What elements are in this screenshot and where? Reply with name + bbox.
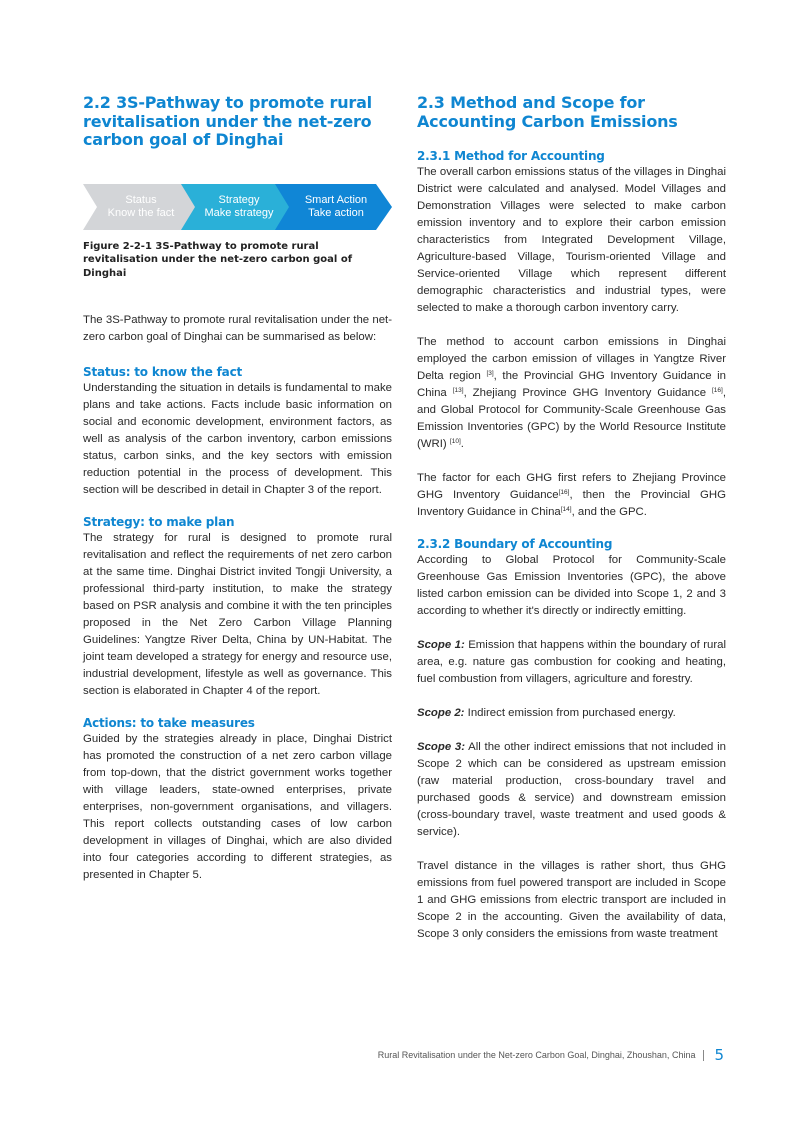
ref-16: [16] [711,387,723,394]
actions-paragraph: Guided by the strategies already in place, Dinghai District has promoted the construction of a net zero carbon village from top-down, that the district government works together with village leaders, state-owned enterprises, private enterprises, non-government organisations, and villagers. This report collects outstanding cases of low carbon development in villages of Dinghai, which are also divided into four categories according to different strategies, as presented in Chapter 5. [83,733,392,881]
page-footer [378,1046,724,1064]
method-p3-text-1: The factor for each GHG first refers to Zhejiang Province GHG Inventory Guidance [417,472,726,501]
chevron-smart-action-label [289,184,383,230]
ref-10: [10] [449,438,461,445]
page-number: 5 [714,1046,724,1064]
left-column [83,94,392,884]
chevron-strategy-line2: Make strategy [204,206,274,219]
method-p2-text-3: , Zhejiang Province GHG Inventory Guidance [463,387,707,399]
strategy-heading: Strategy: to make plan [83,515,235,529]
method-p3-text-2: , then the Provincial GHG Inventory Guidance in China [417,489,726,518]
method-p3-text-3: , and the GPC. [571,506,647,518]
ref-16b: [16] [558,489,570,496]
travel-paragraph: Travel distance in the villages is rather short, thus GHG emissions from fuel powered transport are included in Scope 1 and GHG emissions from electric transport are included in Scope 2 in the accounting. Given the availability of data, Scope 3 only considers the emissions from waste treatment [417,860,726,940]
ref-13: [13] [452,387,464,394]
section-heading-2-3: 2.3 Method and Scope for Accounting Carbon Emissions [417,93,678,131]
status-heading: Status: to know the fact [83,365,243,379]
method-p2-text-5: . [460,438,464,450]
chevron-status-label [97,184,185,230]
footer-title: Rural Revitalisation under the Net-zero Carbon Goal, Dinghai, Zhoushan, China [377,1050,696,1060]
figure-caption: Figure 2-2-1 3S-Pathway to promote rural revitalisation under the net-zero carbon goal of Dinghai [83,240,353,279]
chevron-strategy-line1: Strategy [218,194,260,206]
chevron-status-line2: Know the fact [107,206,175,219]
method-p2-text-2: , the Provincial GHG Inventory Guidance in China [417,370,726,399]
method-p2-text-1: The method to account carbon emissions in Dinghai employed the carbon emission of villages in Yangtze River Delta region [417,336,726,382]
ref-14: [14] [560,506,572,513]
chevron-strategy-label [193,184,285,230]
scope3-label: Scope 3: [417,741,466,753]
chevron-action-line2: Take action [308,206,364,219]
scope3-text: All the other indirect emissions that not included in Scope 2 which can be considered as upstream emission (raw material production, cross-boundary travel and purchased goods & service) and downstream emission (cross-boundary travel, waste treatment and used goods & service). [417,741,726,838]
method-heading: 2.3.1 Method for Accounting [417,149,605,163]
section-heading-2-2: 2.2 3S-Pathway to promote rural revitalisation under the net-zero carbon goal of Dinghai [83,93,372,149]
method-paragraph-2 [417,334,726,453]
actions-heading: Actions: to take measures [83,716,255,730]
ref-3: [3] [486,370,494,377]
intro-paragraph: The 3S-Pathway to promote rural revitalisation under the net-zero carbon goal of Dinghai can be summarised as below: [83,314,392,343]
chevron-status-line1: Status [125,194,157,206]
boundary-heading: 2.3.2 Boundary of Accounting [417,537,613,551]
scope1-text: Emission that happens within the boundary of rural area, e.g. nature gas combustion for cooking and heating, fuel combustion from villagers, agriculture and forestry. [417,639,726,685]
right-column [417,94,726,943]
method-paragraph-3 [417,470,726,521]
scope1-label: Scope 1: [417,639,465,651]
boundary-paragraph: According to Global Protocol for Community-Scale Greenhouse Gas Emission Inventories (GPC), the above listed carbon emission can be divided into Scope 1, 2 and 3 according to whether it's directly or indirectly emitting. [417,554,726,617]
chevron-action-line1: Smart Action [304,194,368,206]
pathway-chevron-diagram [83,184,392,230]
scope1-paragraph [417,637,726,688]
status-paragraph: Understanding the situation in details is fundamental to make plans and take actions. Facts include basic information on social and economic development, environment factors, as well as analysis of the carbon inventory, carbon emissions status, carbon sinks, and the key sectors with emission reduction potential in the process of development. This section will be described in detail in Chapter 3 of the report. [83,382,392,496]
scope2-paragraph [417,705,726,722]
method-p2-text-4: , and Global Protocol for Community-Scale Greenhouse Gas Emission Inventories (GPC) by the World Resource Institute (WRI) [417,387,726,450]
scope2-text: Indirect emission from purchased energy. [464,707,676,719]
method-paragraph-1: The overall carbon emissions status of the villages in Dinghai District were calculated and analysed. Model Villages and Demonstration Villages were selected to make carbon emission inventory and to explore their carbon emission characteristics from Integrated Development Village, Agriculture-based Village, Tourism-oriented Village and Service-oriented Village which represent different demographic characteristics and industrial types, were selected to make a thorough carbon inventory carry. [417,166,726,314]
footer-divider [703,1050,704,1061]
scope2-label: Scope 2: [417,707,465,719]
scope3-paragraph [417,739,726,841]
strategy-paragraph: The strategy for rural is designed to promote rural revitalisation and reflect the requirements of net zero carbon at the same time. Dinghai District invited Tongji University, a professional third-party institution, to make the strategy based on PSR analysis and combine it with the ten principles proposed in the Net Zero Carbon Village Planning Guidelines: Yangtze River Delta, China by UN-Habitat. The joint team developed a strategy for energy and resource use, industrial development, lifestyle as well as governance. This section is elaborated in Chapter 4 of the report. [83,532,392,697]
